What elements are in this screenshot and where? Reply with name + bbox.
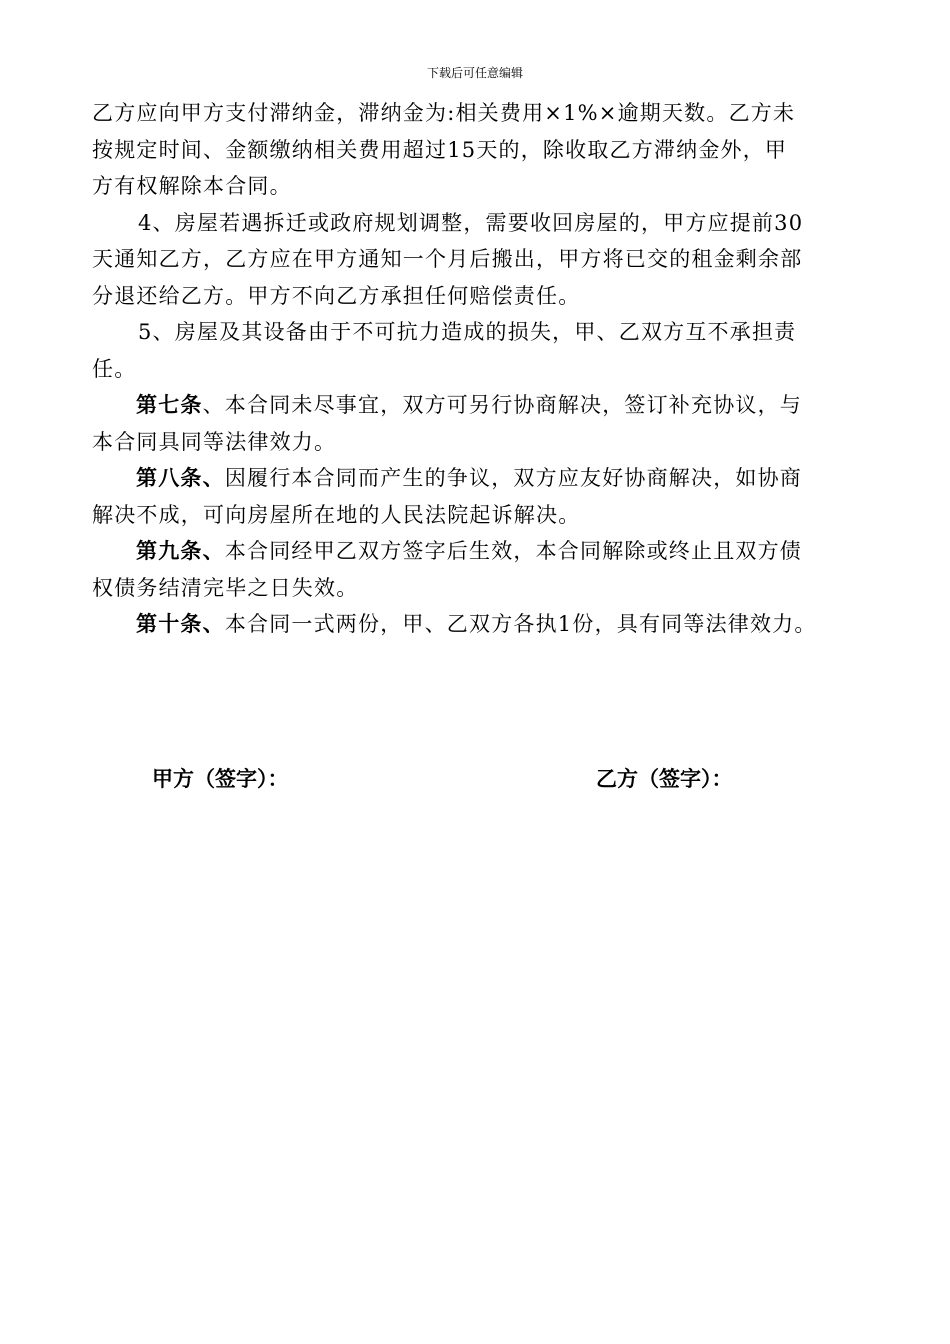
contract-body bbox=[92, 95, 862, 643]
text-line: 天通知乙方，乙方应在甲方通知一个月后搬出，甲方将已交的租金剩余部 bbox=[92, 247, 803, 271]
article-heading: 第十条、 bbox=[136, 612, 225, 636]
text-line: 分退还给乙方。甲方不向乙方承担任何赔偿责任。 bbox=[92, 283, 581, 308]
article-heading: 第八条、 bbox=[136, 466, 225, 490]
text-line bbox=[92, 460, 862, 497]
text-line: 解决不成，可向房屋所在地的人民法院起诉解决。 bbox=[92, 502, 581, 527]
article-text: 本合同一式两份，甲、乙双方各执1份，具有同等法律效力。 bbox=[224, 612, 817, 636]
text-line bbox=[92, 387, 862, 424]
text-line: 权债务结清完毕之日失效。 bbox=[92, 575, 359, 600]
text-line: 5、房屋及其设备由于不可抗力造成的损失，甲、乙双方互不承担责 bbox=[138, 320, 797, 344]
party-b-signature-label: 乙方（签字）： bbox=[596, 767, 733, 791]
article-text: 因履行本合同而产生的争议，双方应友好协商解决，如协商 bbox=[224, 466, 803, 490]
text-line bbox=[92, 533, 862, 570]
text-line: 方有权解除本合同。 bbox=[92, 174, 292, 198]
article-8 bbox=[92, 460, 862, 533]
paragraph-late-fee bbox=[92, 95, 862, 205]
paragraph-item-4 bbox=[92, 205, 862, 315]
text-line: 任。 bbox=[92, 356, 137, 381]
article-text: 、本合同未尽事宜，双方可另行协商解决，签订补充协议，与 bbox=[202, 393, 803, 417]
article-text: 本合同经甲乙双方签字后生效，本合同解除或终止且双方债 bbox=[224, 539, 803, 563]
party-a-signature-label: 甲方（签字）： bbox=[152, 767, 289, 791]
text-line: 本合同具同等法律效力。 bbox=[92, 429, 337, 454]
article-heading: 第七条 bbox=[136, 393, 203, 417]
signature-block bbox=[0, 764, 950, 798]
text-line: 4、房屋若遇拆迁或政府规划调整，需要收回房屋的，甲方应提前30 bbox=[138, 210, 804, 235]
article-7 bbox=[92, 387, 862, 460]
paragraph-item-5 bbox=[92, 314, 862, 387]
text-line bbox=[92, 606, 862, 643]
text-line: 按规定时间、金额缴纳相关费用超过15天的，除收取乙方滞纳金外，甲 bbox=[92, 137, 788, 162]
article-10 bbox=[92, 606, 862, 643]
article-heading: 第九条、 bbox=[136, 539, 225, 563]
page-header-note: 下载后可任意编辑 bbox=[426, 66, 523, 80]
article-9 bbox=[92, 533, 862, 606]
text-line: 乙方应向甲方支付滞纳金，滞纳金为:相关费用×1%×逾期天数。乙方未 bbox=[92, 101, 796, 125]
